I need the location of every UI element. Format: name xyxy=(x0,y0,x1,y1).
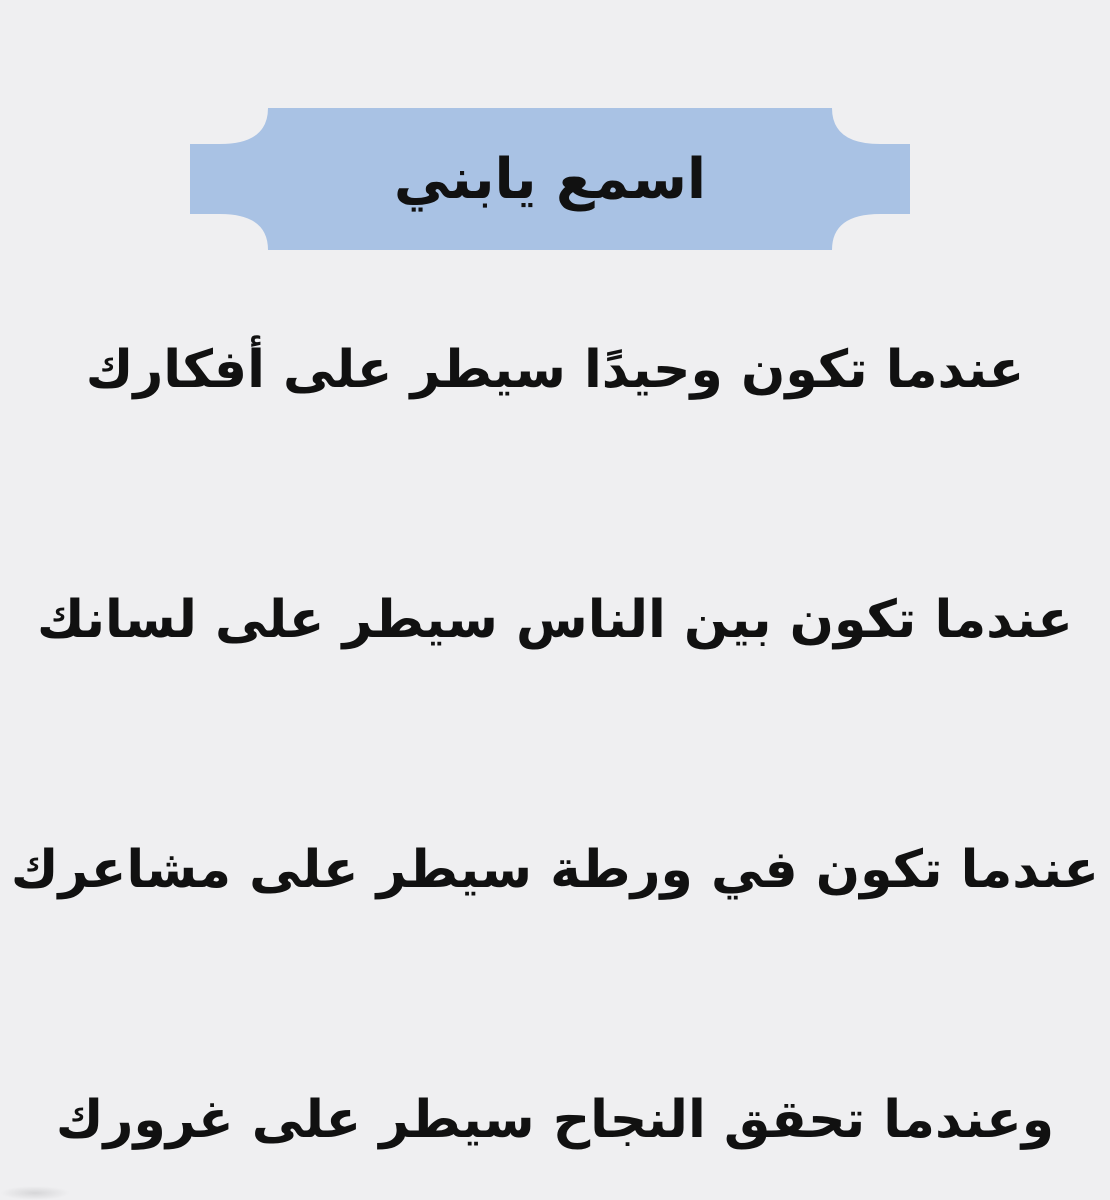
corner-shadow xyxy=(0,1186,70,1200)
advice-line-1: عندما تكون وحيدًا سيطر على أفكارك xyxy=(85,340,1025,400)
advice-line-3: عندما تكون في ورطة سيطر على مشاعرك xyxy=(10,840,1100,900)
page-title: اسمع يابني xyxy=(393,146,707,212)
advice-line-4: وعندما تحقق النجاح سيطر على غرورك xyxy=(55,1090,1055,1150)
advice-line-2: عندما تكون بين الناس سيطر على لسانك xyxy=(37,590,1073,650)
title-banner xyxy=(190,108,910,250)
